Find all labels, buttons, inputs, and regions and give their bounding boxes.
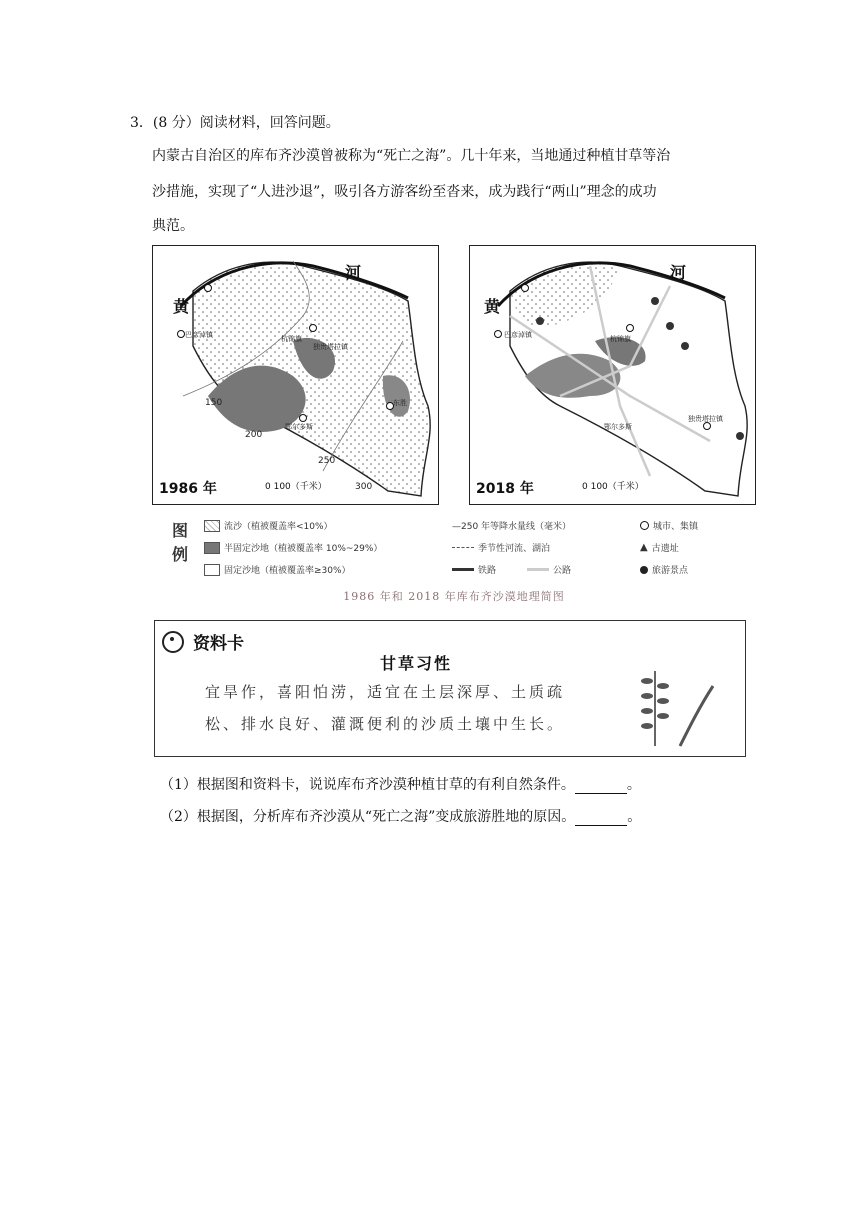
map-year-1986: 1986 年 [159,481,217,497]
swatch-shifting-sand [204,520,220,532]
river-char-he-1986: 河 [345,263,362,282]
scenic-spot-icon [640,566,648,574]
label-duguitala-1986: 独贵塔拉镇 [313,343,348,351]
legend-scenic-label: 旅游景点 [652,566,689,576]
label-ordos-2018: 鄂尔多斯 [604,423,632,431]
swatch-railway [452,568,474,571]
legend-fixed-label: 固定沙地（植被覆盖率≥30%） [224,566,351,576]
legend-ruins-label: 古遗址 [651,544,679,554]
swatch-road [527,568,549,571]
legend-scenic [640,563,688,576]
legend-title: 图例 [172,521,189,564]
material-line-3: 典范。 [152,218,194,234]
material-line-2: 沙措施，实现了“人进沙退”，吸引各方游客纷至沓来，成为践行“两山”理念的成功 [152,184,657,200]
sub-question-2-end: 。 [627,809,642,825]
figure-caption: 1986 年和 2018 年库布齐沙漠地理简图 [343,590,565,603]
isohyet-label-200: 200 [245,430,263,440]
map-year-2018: 2018 年 [476,481,534,497]
material-line-1: 内蒙古自治区的库布齐沙漠曾被称为“死亡之海”。几十年来，当地通过种植甘草等治 [152,148,671,164]
label-duguitala-2018: 独贵塔拉镇 [688,415,723,423]
swatch-river [452,547,474,548]
question-header: 3．(8 分）阅读材料，回答问题。 [130,115,340,131]
city-icon [640,521,649,530]
label-bayan-2018: 巴彦淖镇 [504,331,532,339]
info-circle-icon [161,630,185,654]
swatch-fixed [204,564,220,576]
sub-question-1 [160,774,641,794]
sub-question-2 [160,806,641,826]
label-dongsheng-1986: 东胜 [393,399,407,407]
legend-river-label: 季节性河流、湖泊 [478,544,551,554]
info-card-line-1: 宜旱作，喜阳怕涝，适宜在土层深厚、土质疏 [205,683,566,701]
info-card-line-2: 松、排水良好、灌溉便利的沙质土壤中生长。 [205,715,566,733]
info-card-badge-label: 资料卡 [193,634,244,654]
map-scale-1986: 0 100（千米） [265,482,327,492]
sub-question-1-end: 。 [626,777,641,793]
ruins-icon: ▲ [640,542,648,553]
info-card [154,620,746,757]
map-legend [152,515,756,585]
label-hangjin-1986: 杭锦旗 [281,335,302,343]
legend-fixed [204,563,351,576]
legend-railway [452,563,496,576]
isohyet-label-300: 300 [355,482,373,492]
map-figure [152,245,756,611]
legend-river [452,541,550,554]
legend-shifting-sand-label: 流沙（植被覆盖率<10%） [224,522,333,532]
map-1986 [152,245,439,505]
info-card-badge [161,629,244,654]
isohyet-label-250: 250 [318,456,336,466]
info-card-title: 甘草习性 [380,654,453,673]
legend-semi-fixed [204,541,382,554]
legend-isohyet [452,519,571,532]
label-bayan-1986: 巴彦淖镇 [185,331,213,339]
legend-road-label: 公路 [553,566,572,576]
answer-blank-2[interactable] [575,811,627,826]
map-2018 [469,245,756,505]
sub-question-1-text: （1）根据图和资料卡，说说库布齐沙漠种植甘草的有利自然条件。 [160,777,575,793]
label-hangjin-2018: 杭锦旗 [610,335,631,343]
legend-semi-fixed-label: 半固定沙地（植被覆盖率 10%~29%） [224,544,383,554]
legend-city [640,519,698,532]
sub-question-2-text: （2）根据图，分析库布齐沙漠从“死亡之海”变成旅游胜地的原因。 [160,809,576,825]
river-char-huang-1986: 黄 [173,297,190,316]
answer-blank-1[interactable] [575,779,627,794]
legend-ruins [640,541,679,554]
map-1986-drawing [153,246,438,504]
legend-road [527,563,571,576]
label-ordos-1986: 鄂尔多斯 [285,423,313,431]
legend-shifting-sand [204,519,333,532]
legend-isohyet-label: —250 年等降水量线（毫米） [452,522,572,532]
swatch-semi-fixed [204,542,220,554]
legend-city-label: 城市、集镇 [653,522,699,532]
legend-railway-label: 铁路 [478,566,497,576]
river-char-huang-2018: 黄 [484,297,501,316]
map-scale-2018: 0 100（千米） [582,482,644,492]
isohyet-label-150: 150 [205,398,223,408]
map-2018-drawing [470,246,755,504]
river-char-he-2018: 河 [670,263,687,282]
licorice-plant-illustration [625,656,720,751]
